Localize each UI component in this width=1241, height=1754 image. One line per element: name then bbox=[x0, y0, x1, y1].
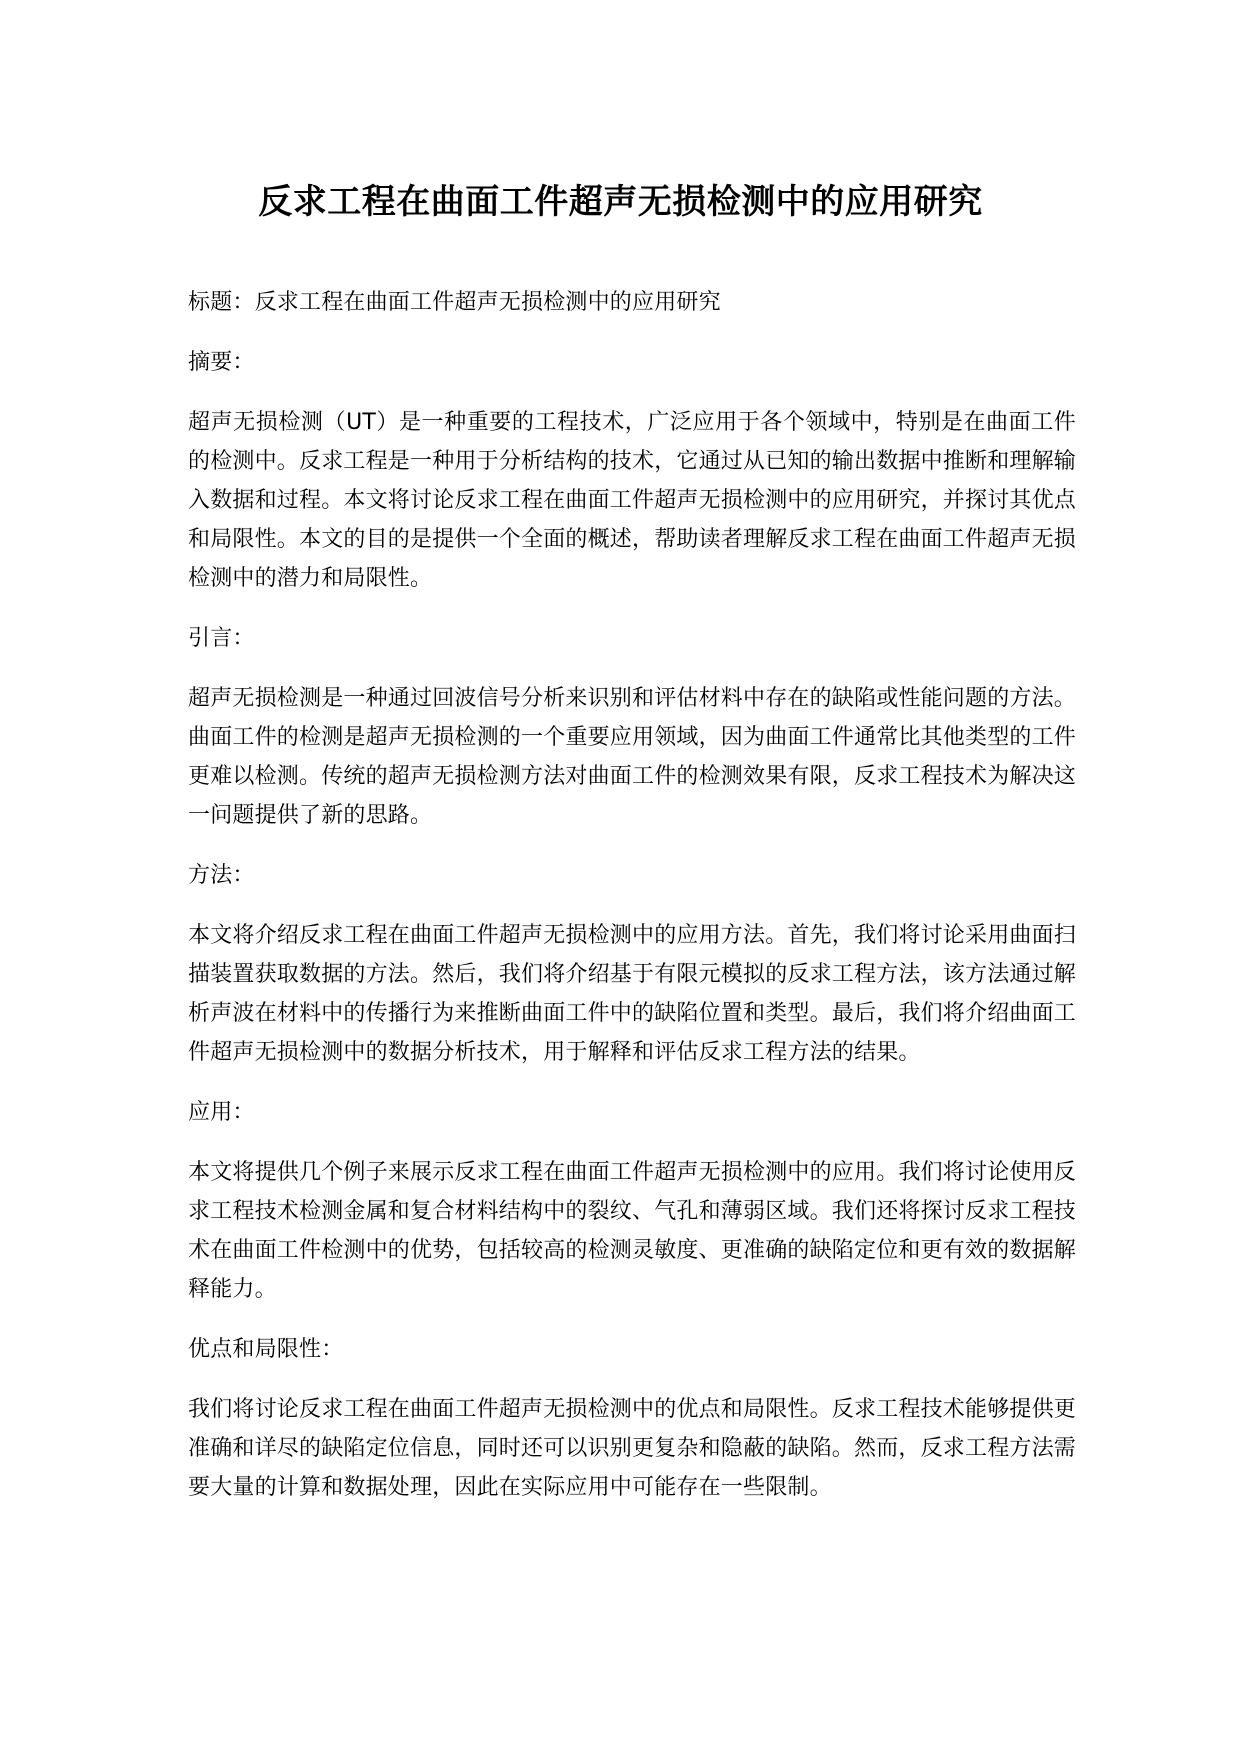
pros-cons-heading: 优点和局限性： bbox=[188, 1337, 344, 1362]
title-line: 标题：反求工程在曲面工件超声无损检测中的应用研究 bbox=[188, 290, 721, 315]
pros-cons-paragraph: 我们将讨论反求工程在曲面工件超声无损检测中的优点和局限性。反求工程技术能够提供更准确和详尽的缺陷定位信息，同时还可以识别更复杂和隐蔽的缺陷。然而，反求工程方法需要大量的计算和数据处理，因此在实际应用中可能存在一些限制。 bbox=[188, 1397, 1077, 1500]
document-title: 反求工程在曲面工件超声无损检测中的应用研究 bbox=[258, 182, 983, 222]
introduction-heading: 引言： bbox=[188, 626, 255, 651]
application-paragraph: 本文将提供几个例子来展示反求工程在曲面工件超声无损检测中的应用。我们将讨论使用反求工程技术检测金属和复合材料结构中的裂纹、气孔和薄弱区域。我们还将探讨反求工程技术在曲面工件检测中的优势，包括较高的检测灵敏度、更准确的缺陷定位和更有效的数据解释能力。 bbox=[188, 1160, 1077, 1302]
method-heading: 方法： bbox=[188, 863, 255, 888]
abstract-paragraph: 超声无损检测（UT）是一种重要的工程技术，广泛应用于各个领域中，特别是在曲面工件的检测中。反求工程是一种用于分析结构的技术，它通过从已知的输出数据中推断和理解输入数据和过程。本文将讨论反求工程在曲面工件超声无损检测中的应用研究，并探讨其优点和局限性。本文的目的是提供一个全面的概述，帮助读者理解反求工程在曲面工件超声无损检测中的潜力和局限性。 bbox=[188, 410, 1077, 591]
application-heading: 应用： bbox=[188, 1100, 255, 1125]
introduction-paragraph: 超声无损检测是一种通过回波信号分析来识别和评估材料中存在的缺陷或性能问题的方法。曲面工件的检测是超声无损检测的一个重要应用领域，因为曲面工件通常比其他类型的工件更难以检测。传统的超声无损检测方法对曲面工件的检测效果有限，反求工程技术为解决这一问题提供了新的思路。 bbox=[188, 686, 1077, 828]
document-body bbox=[188, 283, 1076, 1528]
abstract-heading: 摘要： bbox=[188, 350, 255, 375]
method-paragraph: 本文将介绍反求工程在曲面工件超声无损检测中的应用方法。首先，我们将讨论采用曲面扫描装置获取数据的方法。然后，我们将介绍基于有限元模拟的反求工程方法，该方法通过解析声波在材料中的传播行为来推断曲面工件中的缺陷位置和类型。最后，我们将介绍曲面工件超声无损检测中的数据分析技术，用于解释和评估反求工程方法的结果。 bbox=[188, 923, 1077, 1065]
